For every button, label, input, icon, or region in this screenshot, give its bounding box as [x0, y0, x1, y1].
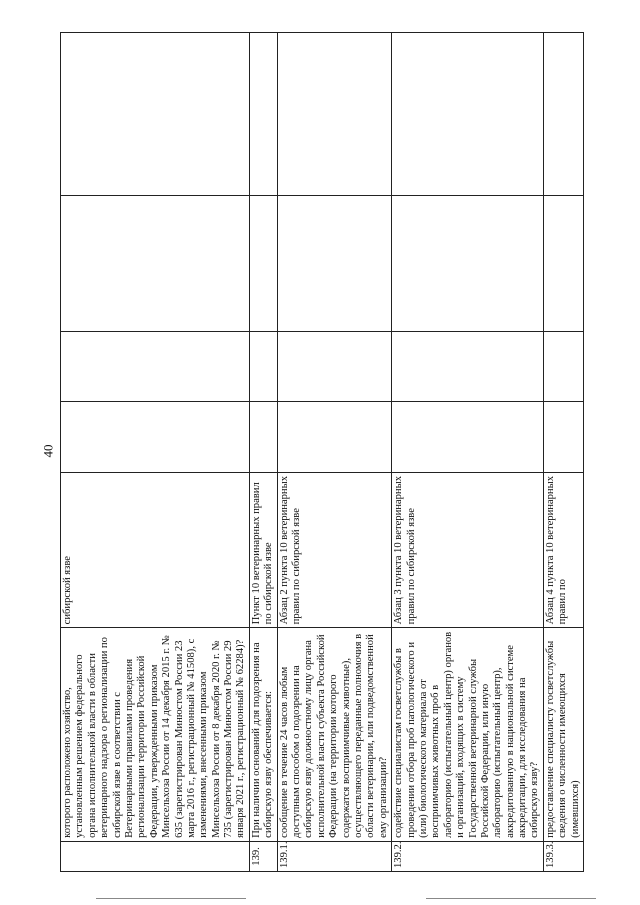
- item-number: [61, 841, 250, 871]
- note-cell: [543, 33, 583, 196]
- answer-yes-cell: [277, 402, 392, 472]
- scan-edge-marks: [96, 898, 616, 900]
- question-text: предоставление специалисту госветслужбы сведения о численности имеющихся (имевшихся): [543, 628, 583, 842]
- legal-reference: Абзац 3 пункта 10 ветеринарных правил по сибирской язве: [392, 472, 544, 628]
- item-number: 139.3.: [543, 841, 583, 871]
- legal-reference: Абзац 2 пункта 10 ветеринарных правил по сибирской язве: [277, 472, 392, 628]
- legal-reference: Абзац 4 пункта 10 ветеринарных правил по: [543, 472, 583, 628]
- page-number: 40: [40, 444, 56, 458]
- answer-no-cell: [249, 331, 277, 401]
- note-cell: [392, 33, 544, 196]
- not-applicable-cell: [61, 196, 250, 332]
- answer-yes-cell: [61, 402, 250, 472]
- answer-no-cell: [543, 331, 583, 401]
- item-number: 139.: [249, 841, 277, 871]
- not-applicable-cell: [392, 196, 544, 332]
- checklist-table: [60, 32, 584, 872]
- note-cell: [61, 33, 250, 196]
- table-row: [543, 33, 583, 872]
- question-text: содействие специалистам госветслужбы в проведении отбора проб патологического и (или) биологического материала от восприимчивых животных проб в лабораторию (испытательный центр) органов и организаций, входящих в систему Государственной ветеринарной службы Российской Федерации, или иную лабораторию (испытательный центр), аккредитованную в национальной системе аккредитации, для исследования на сибирскую язву?: [392, 628, 544, 842]
- scan-mark: [426, 898, 596, 899]
- table-row: [61, 33, 250, 872]
- question-text: При наличии оснований для подозрения на сибирскую язву обеспечивается:: [249, 628, 277, 842]
- answer-no-cell: [61, 331, 250, 401]
- scan-mark: [96, 898, 246, 899]
- item-number: 139.2.: [392, 841, 544, 871]
- not-applicable-cell: [249, 196, 277, 332]
- question-text: которого расположено хозяйство, установленным решением федерального органа исполнительной власти в области ветеринарного надзора о регионализации по сибирской язве в соответствии с Ветеринарными правилами проведения регионализации территории Российской Федерации, утвержденными приказом Минсельхоза России от 14 декабря 2015 г. № 635 (зарегистрирован Минюстом России 23 марта 2016 г., регистрационный № 41508), с изменениями, внесенными приказом Минсельхоза России от 8 декабря 2020 г. № 735 (зарегистрирован Минюстом России 29 января 2021 г., регистрационный № 62284)?: [61, 628, 250, 842]
- table-row: [392, 33, 544, 872]
- table-row: [249, 33, 277, 872]
- rotated-page-content: [60, 32, 580, 872]
- answer-yes-cell: [249, 402, 277, 472]
- question-text: сообщение в течение 24 часов любым доступным способом о подозрении на сибирскую язву должностному лицу органа исполнительной власти субъекта Российской Федерации (на территории которого содержатся восприимчивые животные), осуществляющего переданные полномочия в области ветеринарии, или подведомственной ему организации?: [277, 628, 392, 842]
- note-cell: [277, 33, 392, 196]
- answer-no-cell: [392, 331, 544, 401]
- answer-yes-cell: [392, 402, 544, 472]
- legal-reference: Пункт 10 ветеринарных правил по сибирской язве: [249, 472, 277, 628]
- item-number: 139.1.: [277, 841, 392, 871]
- answer-yes-cell: [543, 402, 583, 472]
- answer-no-cell: [277, 331, 392, 401]
- not-applicable-cell: [543, 196, 583, 332]
- not-applicable-cell: [277, 196, 392, 332]
- note-cell: [249, 33, 277, 196]
- legal-reference: сибирской язве: [61, 472, 250, 628]
- table-row: [277, 33, 392, 872]
